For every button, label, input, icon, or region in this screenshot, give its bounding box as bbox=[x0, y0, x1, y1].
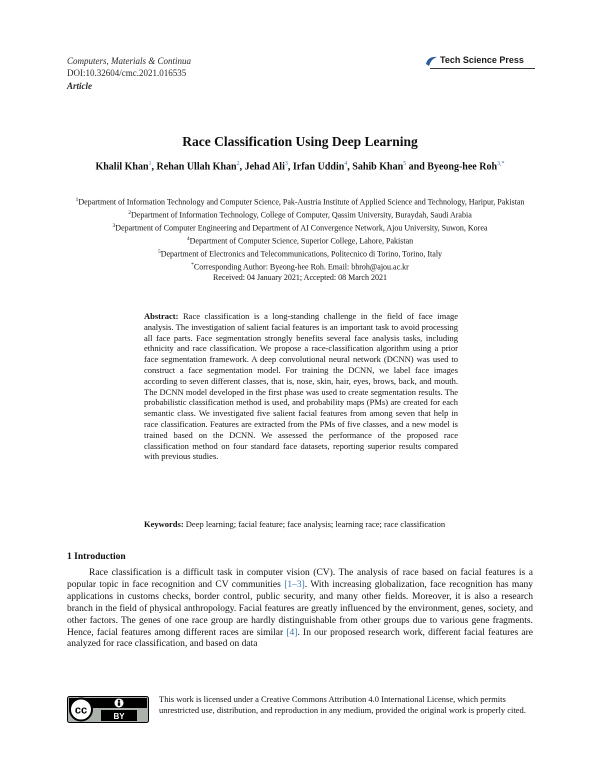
affiliation-text: Department of Electronics and Telecommunications, Politecnico di Torino, Torino, Italy bbox=[160, 249, 443, 259]
publisher-swoosh-icon bbox=[425, 54, 439, 68]
publisher-rule bbox=[430, 68, 535, 69]
abstract bbox=[144, 311, 458, 462]
author-affil-mark: 3,* bbox=[497, 161, 505, 167]
author-name: Rehan Ullah Khan bbox=[156, 161, 237, 173]
author-list bbox=[0, 161, 600, 172]
affiliation-line bbox=[40, 195, 560, 208]
author-separator: and bbox=[406, 161, 428, 173]
author-name: Irfan Uddin bbox=[292, 161, 345, 173]
cc-by-icon bbox=[67, 696, 149, 723]
intro-text: Race classification is a difficult task in computer vision (CV). The analysis of race based on facial features is a popular topic in face recognition and CV communities bbox=[67, 568, 533, 590]
author-name: Byeong-hee Roh bbox=[427, 161, 498, 173]
doi: DOI:10.32604/cmc.2021.016535 bbox=[67, 68, 187, 78]
keywords-text: Deep learning; facial feature; face analysis; learning race; race classification bbox=[185, 519, 446, 529]
corresponding-author: *Corresponding Author: Byeong-hee Roh. Email: bhroh@ajou.ac.kr bbox=[191, 262, 409, 272]
paper-title: Race Classification Using Deep Learning bbox=[182, 134, 418, 149]
keywords bbox=[144, 519, 458, 530]
journal-name: Computers, Materials & Continua bbox=[67, 56, 192, 66]
introduction-paragraph bbox=[67, 568, 533, 651]
author-affil-mark: 4 bbox=[344, 161, 348, 167]
affiliation-text: Department of Computer Science, Superior College, Lahore, Pakistan bbox=[189, 236, 414, 246]
abstract-label: Abstract: bbox=[144, 311, 179, 321]
affiliation-mark: 3 bbox=[112, 223, 116, 230]
publisher-name: Tech Science Press bbox=[440, 55, 524, 65]
author-name: Jehad Ali bbox=[244, 161, 285, 173]
author-affil-mark: 1 bbox=[148, 161, 152, 167]
affiliation-line bbox=[40, 234, 560, 247]
author-affil-mark: 5 bbox=[403, 161, 407, 167]
svg-text:cc: cc bbox=[74, 704, 88, 717]
citation-link[interactable]: [4] bbox=[286, 627, 298, 638]
abstract-text: Race classification is a long-standing challenge in the field of face image analysis. The investigation of salient facial features is an important task to avoid processing all face parts. Face segmentation strongly benefits several face analysis tasks, including ethnicity and race classification. We propose a race-classification algorithm using a prior face segmentation framework. A deep convolutional neural network (DCNN) was used to construct a face segmentation model. For training the DCNN, we label face images according to seven different classes, that is, nose, skin, hair, eyes, brows, back, and mouth. The DCNN model developed in the first phase was used to create segmentation results. The probabilistic classification method is used, and probability maps (PMs) are created for each semantic class. We investigated five salient facial features from among seven that help in race classification. Features are extracted from the PMs of five classes, and a new model is trained based on the DCNN. We assessed the performance of the proposed race classification method on four standard face datasets, reporting superior results compared with previous studies. bbox=[144, 311, 458, 462]
cc-badge-text: BY bbox=[113, 712, 125, 721]
author-affil-mark: 2 bbox=[236, 161, 240, 167]
affiliation-mark: 4 bbox=[186, 236, 190, 243]
publisher-logo[interactable] bbox=[425, 52, 535, 70]
author-name: Sahib Khan bbox=[352, 161, 404, 173]
license-text: This work is licensed under a Creative Commons Attribution 4.0 International License, which permits unrestricted use, distribution, and reproduction in any medium, provided the original work is properly cited. bbox=[159, 694, 526, 715]
author-separator: , bbox=[239, 161, 245, 173]
intro-text: . With increasing globalization, face recognition has many applications in customs checks, border control, public security, and many other fields. Moreover, it is also a research branch in the field of physical anthropology. Facial features are greatly influenced by the environment, genes, society, and other factors. The genes of one race group are hardly distinguishable from other groups due to various gene fragments. Hence, facial features among different races are similar bbox=[67, 579, 533, 638]
citation-link[interactable]: [1–3] bbox=[284, 579, 305, 590]
affiliation-line bbox=[40, 221, 560, 234]
author-name: Khalil Khan bbox=[95, 161, 149, 173]
author-separator: , bbox=[347, 161, 353, 173]
intro-text: . In our proposed research work, different facial features are analyzed for race classification, and based on data bbox=[67, 627, 533, 650]
author-affil-mark: 3 bbox=[284, 161, 288, 167]
affiliation-text: Department of Computer Engineering and Department of AI Convergence Network, Ajou University, Suwon, Korea bbox=[115, 223, 488, 233]
received-dates: Received: 04 January 2021; Accepted: 08 March 2021 bbox=[213, 273, 387, 283]
affiliations bbox=[40, 195, 560, 284]
affiliation-line bbox=[40, 247, 560, 260]
section-heading: 1 Introduction bbox=[67, 552, 126, 562]
affiliation-text: Department of Information Technology and Computer Science, Pak-Austria Institute of Applied Science and Technology, Haripur, Pakistan bbox=[78, 197, 525, 207]
keywords-label: Keywords: bbox=[144, 519, 184, 529]
author-separator: , bbox=[287, 161, 293, 173]
affiliation-mark: 2 bbox=[128, 210, 131, 217]
affiliation-line bbox=[40, 208, 560, 221]
affiliation-text: Department of Information Technology, College of Computer, Qassim University, Buraydah, Saudi Arabia bbox=[131, 210, 472, 220]
cc-by-badge[interactable] bbox=[67, 696, 149, 723]
author-separator: , bbox=[151, 161, 157, 173]
article-type: Article bbox=[67, 81, 92, 91]
affiliation-mark: 5 bbox=[157, 249, 161, 256]
affiliation-mark: 1 bbox=[75, 197, 79, 203]
